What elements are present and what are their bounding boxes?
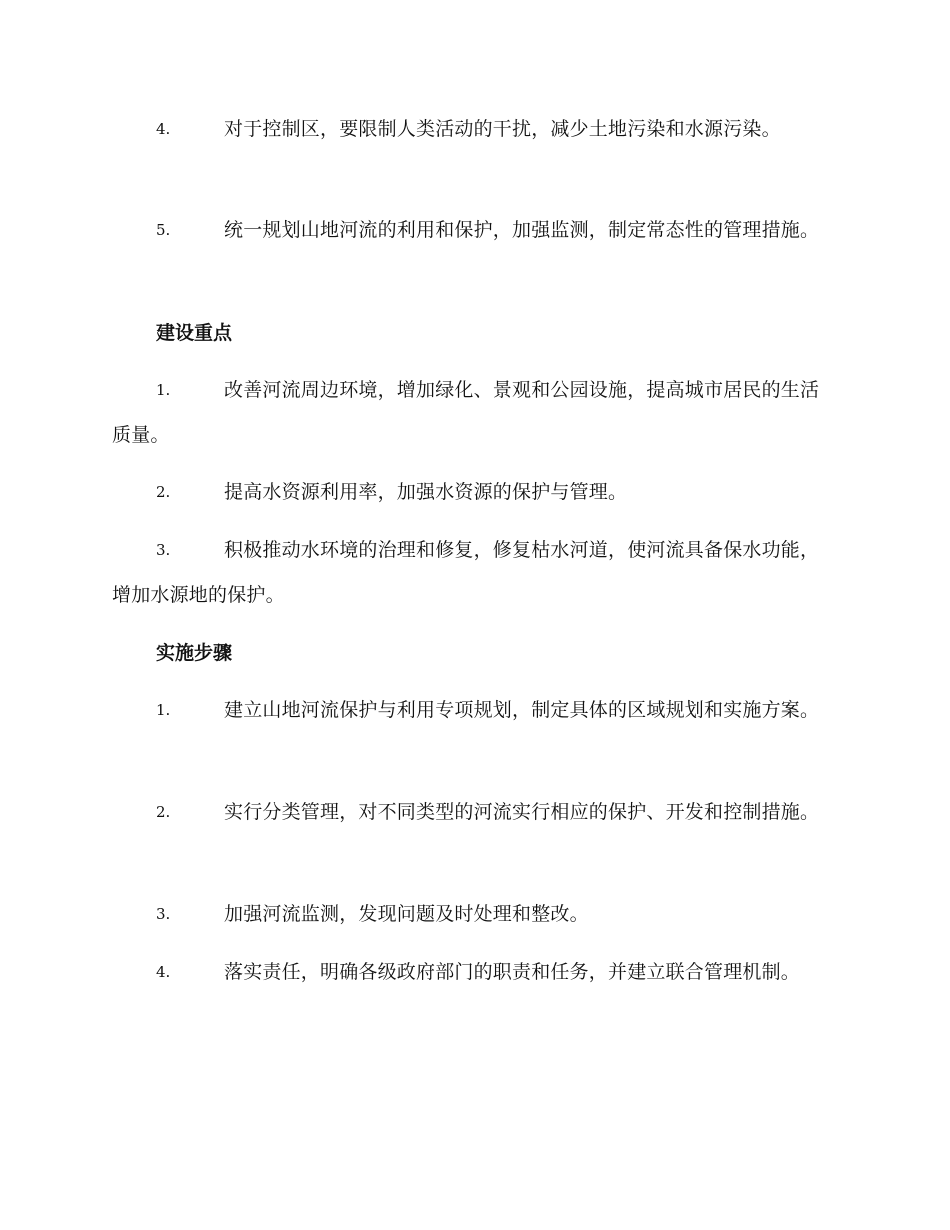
list-number: 2. (156, 483, 171, 501)
list-text: 提高水资源利用率，加强水资源的保护与管理。 (224, 481, 628, 503)
list-item (112, 470, 834, 515)
section-heading: 实施步骤 (156, 642, 233, 664)
list-number: 4. (156, 120, 171, 138)
list-text: 改善河流周边环境，增加绿化、景观和公园设施，提高城市居民的生活质量。 (112, 379, 820, 446)
list-number: 2. (156, 803, 171, 821)
list-item (112, 368, 834, 458)
list-item (112, 528, 834, 618)
list-item (112, 107, 834, 152)
list-number: 1. (156, 381, 171, 399)
list-number: 3. (156, 905, 171, 923)
list-number: 1. (156, 701, 171, 719)
list-text: 建立山地河流保护与利用专项规划，制定具体的区域规划和实施方案。 (224, 699, 820, 721)
list-item (112, 688, 834, 733)
list-text: 统一规划山地河流的利用和保护，加强监测，制定常态性的管理措施。 (224, 219, 820, 241)
list-text: 积极推动水环境的治理和修复，修复枯水河道，使河流具备保水功能，增加水源地的保护。 (112, 539, 820, 606)
list-item (112, 950, 834, 995)
section-heading: 建设重点 (156, 322, 233, 344)
list-item (112, 892, 834, 937)
list-number: 3. (156, 541, 171, 559)
list-text: 对于控制区，要限制人类活动的干扰，减少土地污染和水源污染。 (224, 118, 781, 140)
list-text: 落实责任，明确各级政府部门的职责和任务，并建立联合管理机制。 (224, 961, 801, 983)
list-number: 4. (156, 963, 171, 981)
list-text: 加强河流监测，发现问题及时处理和整改。 (224, 903, 589, 925)
list-item (112, 790, 834, 835)
list-text: 实行分类管理，对不同类型的河流实行相应的保护、开发和控制措施。 (224, 801, 820, 823)
list-item (112, 208, 834, 253)
list-number: 5. (156, 221, 171, 239)
